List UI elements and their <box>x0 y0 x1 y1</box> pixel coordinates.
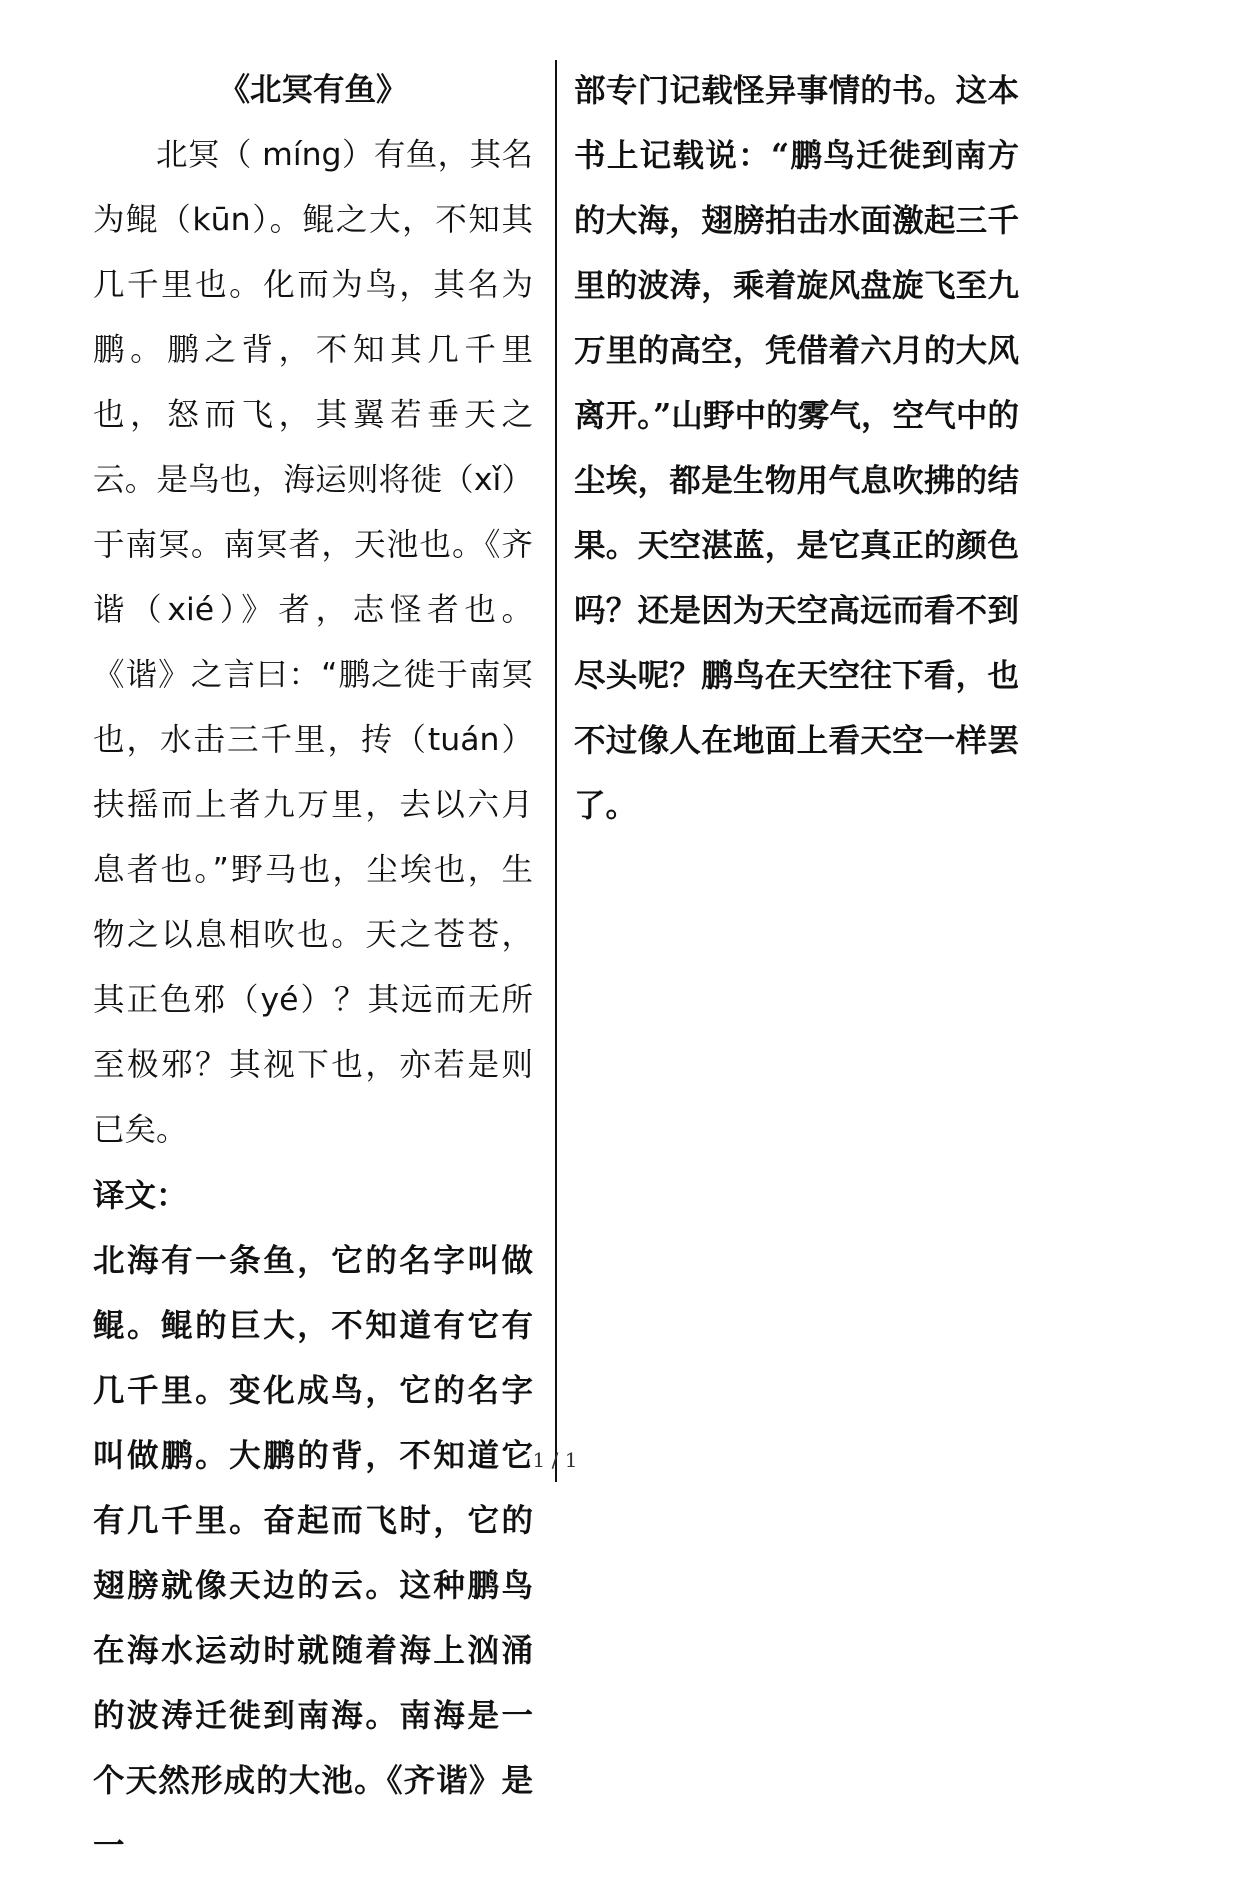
original-text: 北冥（ míng）有鱼，其名为鲲（kūn）。鲲之大，不知其几千里也。化而为鸟，其名为鹏。鹏之背，不知其几千里也，怒而飞，其翼若垂天之云。是鸟也，海运则将徙（xǐ）于南冥。南冥者，天池也。《齐谐（xié）》者，志怪者也。《谐》之言曰：“鹏之徙于南冥也，水击三千里，抟（tuán）扶摇而上者九万里，去以六月息者也。”野马也，尘埃也，生物之以息相吹也。天之苍苍，其正色邪（yé）？其远而无所至极邪？其视下也，亦若是则已矣。 <box>93 137 533 1148</box>
left-column <box>93 58 533 1878</box>
page-indicator: 1 / 1 <box>532 1448 578 1472</box>
translation-label: 译文： <box>93 1177 188 1214</box>
translation-text-part1: 北海有一条鱼，它的名字叫做鲲。鲲的巨大，不知道有它有几千里。变化成鸟，它的名字叫做鹏。大鹏的背，不知道它有几千里。奋起而飞时，它的翅膀就像天边的云。这种鹏鸟在海水运动时就随着海上汹涌的波涛迁徙到南海。南海是一个天然形成的大池。《齐谐》是一 <box>93 1242 533 1864</box>
translation-text-part2: 部专门记载怪异事情的书。这本书上记载说：“鹏鸟迁徙到南方的大海，翅膀拍击水面激起三千里的波涛，乘着旋风盘旋飞至九万里的高空，凭借着六月的大风离开。”山野中的雾气，空气中的尘埃，都是生物用气息吹拂的结果。天空湛蓝，是它真正的颜色吗？还是因为天空高远而看不到尽头呢？鹏鸟在天空往下看，也不过像人在地面上看天空一样罢了。 <box>574 72 1019 824</box>
page-title: 《北冥有鱼》 <box>218 72 408 108</box>
column-divider <box>555 60 557 1482</box>
right-column <box>574 58 1019 838</box>
